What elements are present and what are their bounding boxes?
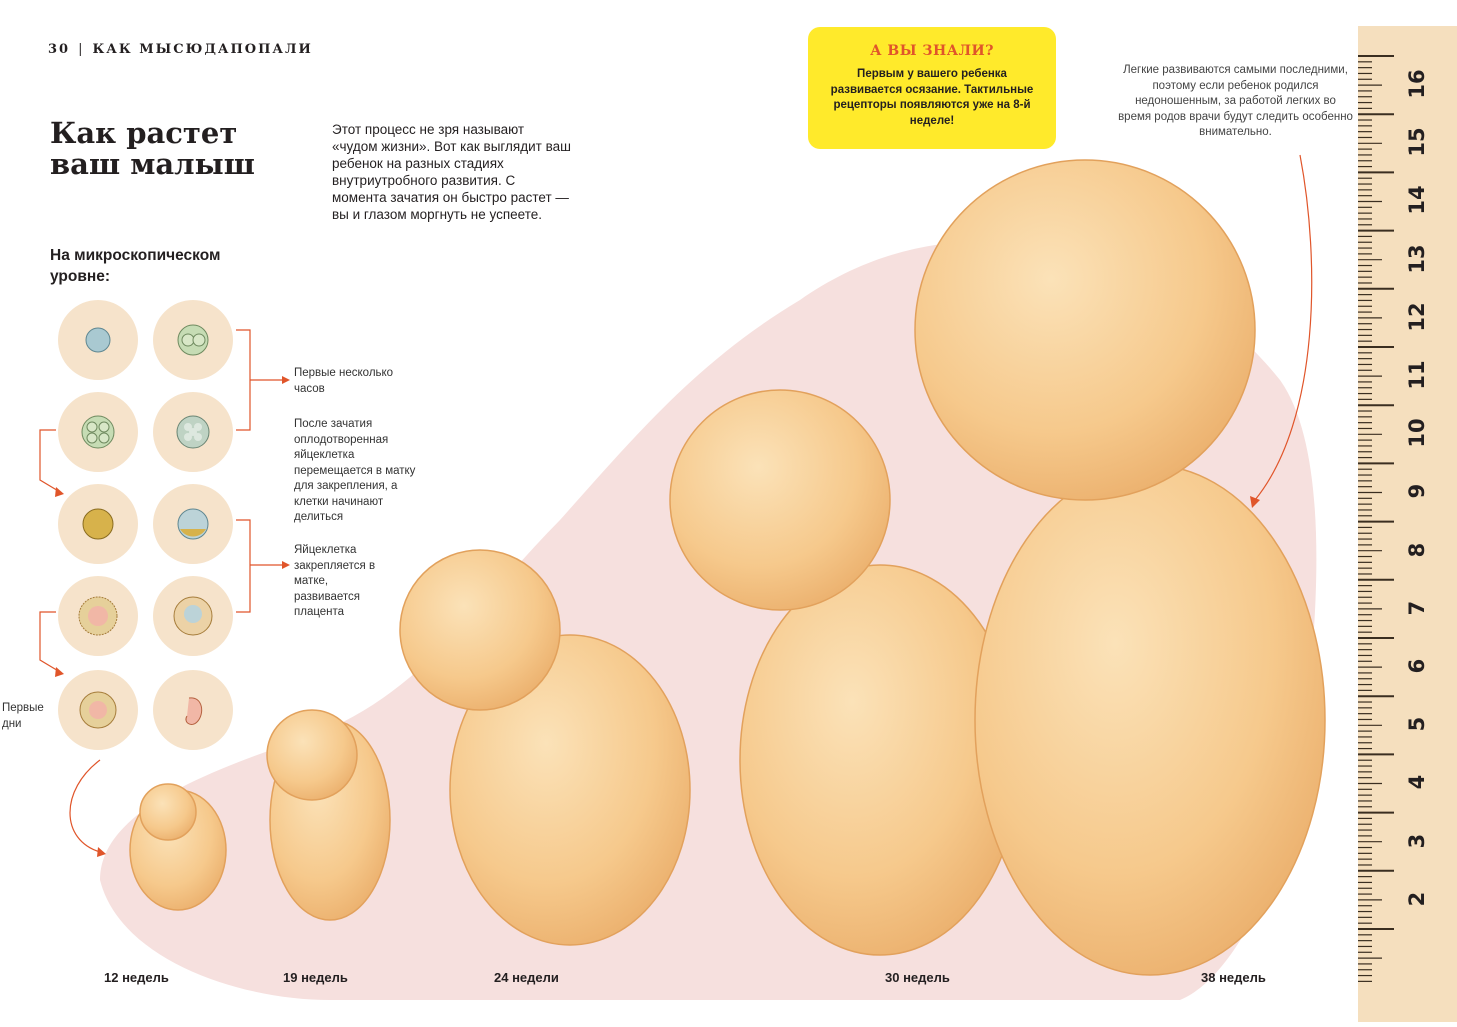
ruler-ticks [1358, 26, 1457, 1022]
title-line-1: Как растет [50, 116, 238, 150]
ruler-label-16: 16 [1405, 69, 1429, 99]
week-label-19: 19 недель [283, 970, 348, 985]
note-first-days: Первые дни [2, 702, 44, 730]
cell-stage-four-cell [58, 392, 138, 472]
page-title [50, 118, 280, 180]
ruler-label-10: 10 [1405, 418, 1429, 448]
ruler-label-6: 6 [1405, 658, 1429, 674]
cell-stage-two-cell [153, 300, 233, 380]
cell-stage-blastocyst [58, 484, 138, 564]
page-header: 30 | КАК МЫСЮДАПОПАЛИ [48, 42, 313, 57]
height-ruler [1358, 26, 1457, 1022]
week-label-38: 38 недель [1201, 970, 1266, 985]
ruler-label-13: 13 [1405, 243, 1429, 274]
cell-stage-zygote [58, 300, 138, 380]
cell-stage-hatching [153, 484, 233, 564]
page-number: 30 [48, 42, 71, 57]
cell-stage-placenta [153, 576, 233, 656]
week-label-30: 30 недель [885, 970, 950, 985]
note-first-hours: Первые несколько часов [294, 367, 394, 395]
micro-heading: На микроскопическом уровне: [50, 247, 221, 285]
ruler-label-3: 3 [1405, 833, 1429, 848]
week-label-24: 24 недели [494, 970, 559, 985]
note-after-conception: После зачатия оплодотворенная яйцеклетка перемещается в матку для закрепления, а клетки начинают делиться [294, 418, 416, 523]
note-implantation: Яйцеклетка закрепляется в матке, развивается плацента [294, 544, 376, 618]
fact-box [808, 27, 1056, 149]
ruler-label-12: 12 [1405, 302, 1429, 332]
ruler-label-11: 11 [1405, 360, 1429, 390]
fact-body: Первым у вашего ребенка развивается осязание. Тактильные рецепторы появляются уже на 8-й неделе! [830, 68, 1034, 127]
title-line-2: ваш малыш [50, 147, 255, 181]
ruler-label-7: 7 [1405, 600, 1429, 616]
fact-title: А ВЫ ЗНАЛИ? [870, 43, 994, 59]
intro-text: Этот процесс не зря называют «чудом жизни». Вот как выглядит ваш ребенок на разных стадиях внутриутробного развития. С момента зачатия он быстро растет — вы и глазом моргнуть не успеете. [332, 122, 571, 222]
cell-stage-early-embryo [153, 670, 233, 750]
lung-note: Легкие развиваются самыми последними, поэтому если ребенок родился недоношенным, за работой легких во время родов врачи будут следить особенно внимательно. [1118, 64, 1353, 138]
week-label-12: 12 недель [104, 970, 169, 985]
ruler-label-8: 8 [1405, 542, 1429, 557]
ruler-label-14: 14 [1405, 185, 1429, 216]
ruler-label-4: 4 [1405, 775, 1429, 790]
cell-stage-implantation [58, 576, 138, 656]
cell-stage-morula [153, 392, 233, 472]
section-name: КАК МЫСЮДАПОПАЛИ [92, 42, 313, 57]
ruler-label-2: 2 [1405, 891, 1429, 907]
ruler-label-5: 5 [1405, 716, 1429, 732]
cell-stage-embryo [58, 670, 138, 750]
ruler-label-9: 9 [1405, 484, 1429, 499]
ruler-label-15: 15 [1405, 127, 1429, 157]
